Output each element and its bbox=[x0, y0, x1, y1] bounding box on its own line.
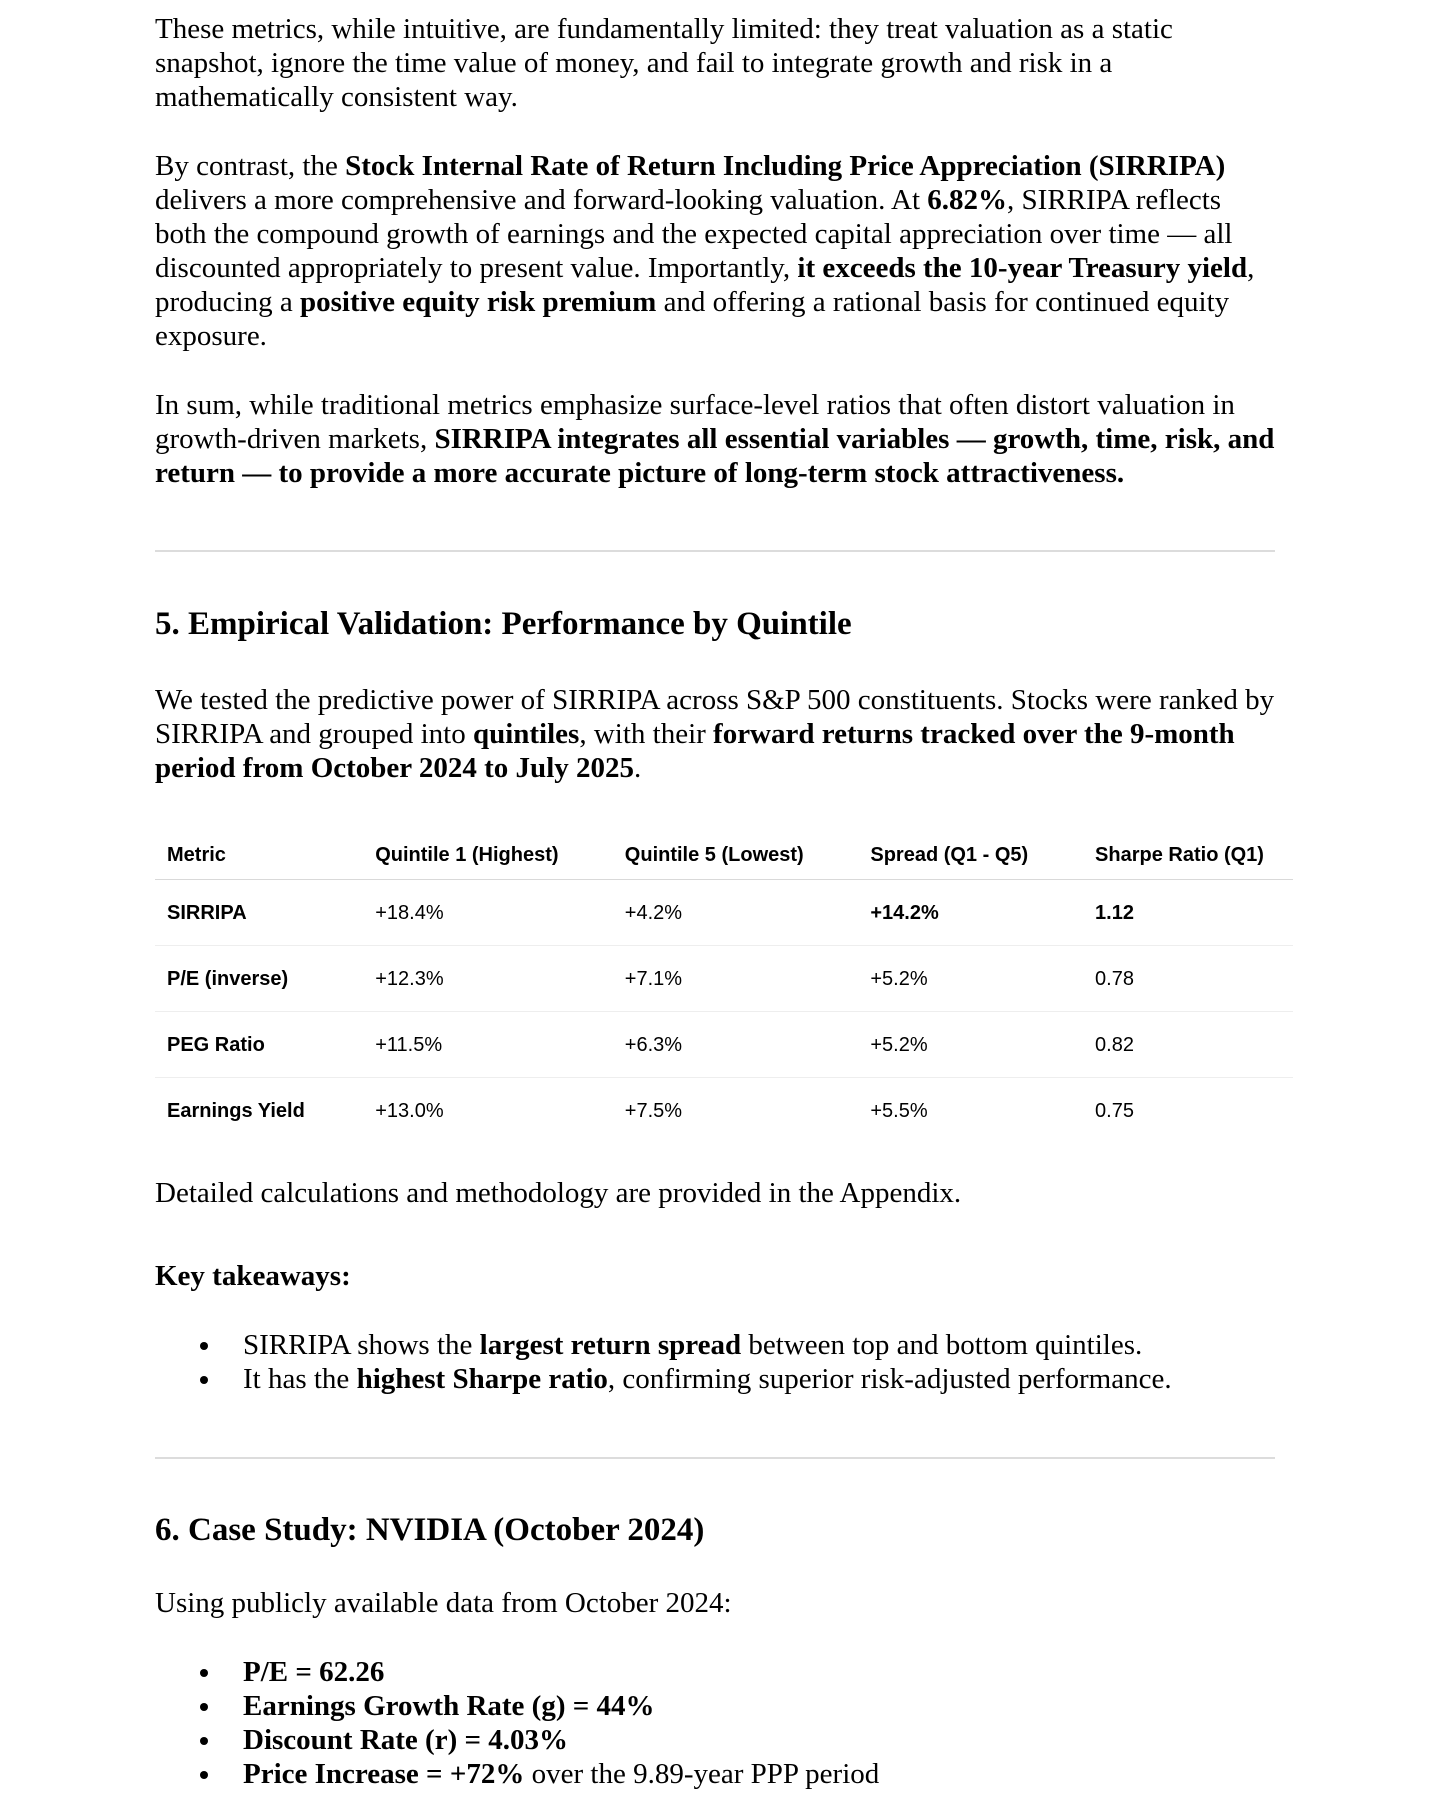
table-cell: 0.75 bbox=[1095, 1099, 1134, 1122]
quintile-performance-table bbox=[155, 831, 1293, 1143]
column-header-quintile-1: Quintile 1 (Highest) bbox=[363, 831, 613, 880]
list-item: Discount Rate (r) = 4.03% bbox=[155, 1723, 879, 1757]
list-item: SIRRIPA shows the largest return spread between top and bottom quintiles. bbox=[155, 1328, 1172, 1362]
column-header-metric: Metric bbox=[155, 831, 363, 880]
intro-paragraph-limitations: These metrics, while intuitive, are fundamentally limited: they treat valuation as a static snapshot, ignore the time value of money, and fail to integrate growth and risk in a mathematically consistent way. bbox=[155, 13, 1173, 113]
column-header-sharpe: Sharpe Ratio (Q1) bbox=[1083, 831, 1293, 880]
bullet-icon bbox=[200, 1376, 208, 1384]
list-item: It has the highest Sharpe ratio, confirming superior risk-adjusted performance. bbox=[155, 1362, 1172, 1396]
table-cell: +14.2% bbox=[858, 880, 1083, 946]
table-cell: +18.4% bbox=[363, 880, 613, 946]
section-5-intro: We tested the predictive power of SIRRIPA across S&P 500 constituents. Stocks were ranked by SIRRIPA and grouped into quintiles, with their forward returns tracked over the 9-month period from October 2024 to July 2025. bbox=[155, 684, 1275, 784]
table-header-row bbox=[155, 831, 1293, 880]
appendix-note: Detailed calculations and methodology are provided in the Appendix. bbox=[155, 1177, 962, 1209]
table-cell: +12.3% bbox=[363, 946, 613, 1012]
bullet-icon bbox=[200, 1342, 208, 1350]
nvidia-data-list bbox=[155, 1655, 879, 1791]
bullet-icon bbox=[200, 1669, 208, 1677]
key-takeaways-label: Key takeaways: bbox=[155, 1260, 351, 1292]
table-row bbox=[155, 1012, 1293, 1078]
table-cell: +5.2% bbox=[858, 946, 1083, 1012]
section-6-heading: 6. Case Study: NVIDIA (October 2024) bbox=[155, 1512, 705, 1548]
intro-paragraph-sirripa: By contrast, the Stock Internal Rate of Return Including Price Appreciation (SIRRIPA) delivers a more comprehensive and forward-looking valuation. At 6.82%, SIRRIPA reflects both the compound growth of earnings and the expected capital appreciation over time — all discounted appropriately to present value. Importantly, it exceeds the 10-year Treasury yield, producing a positive equity risk premium and offering a rational basis for continued equity exposure. bbox=[155, 150, 1255, 352]
table-cell: +5.5% bbox=[870, 1099, 928, 1122]
section-6-intro: Using publicly available data from October 2024: bbox=[155, 1587, 732, 1619]
list-item: P/E = 62.26 bbox=[155, 1655, 879, 1689]
column-header-spread: Spread (Q1 - Q5) bbox=[858, 831, 1083, 880]
table-cell: +4.2% bbox=[613, 880, 859, 946]
table-cell: +13.0% bbox=[375, 1099, 444, 1122]
intro-paragraph-summary: In sum, while traditional metrics emphasize surface-level ratios that often distort valuation in growth-driven markets, SIRRIPA integrates all essential variables — growth, time, risk, and return — to provide a more accurate picture of long-term stock attractiveness. bbox=[155, 389, 1275, 489]
table-cell-metric: P/E (inverse) bbox=[155, 946, 363, 1012]
table-cell: +7.1% bbox=[613, 946, 859, 1012]
table-row bbox=[155, 880, 1293, 946]
bullet-icon bbox=[200, 1703, 208, 1711]
table-cell: +6.3% bbox=[613, 1012, 859, 1078]
table-cell: +11.5% bbox=[363, 1012, 613, 1078]
divider bbox=[155, 550, 1275, 552]
table-cell: 0.82 bbox=[1083, 1012, 1293, 1078]
bullet-icon bbox=[200, 1771, 208, 1779]
table-cell: +5.2% bbox=[858, 1012, 1083, 1078]
table-cell-metric: PEG Ratio bbox=[155, 1012, 363, 1078]
table-cell: 0.78 bbox=[1083, 946, 1293, 1012]
bullet-icon bbox=[200, 1737, 208, 1745]
table-cell-metric: Earnings Yield bbox=[167, 1099, 305, 1122]
table-cell-metric: SIRRIPA bbox=[155, 880, 363, 946]
list-item: Earnings Growth Rate (g) = 44% bbox=[155, 1689, 879, 1723]
key-takeaways-list bbox=[155, 1328, 1172, 1396]
section-5-heading: 5. Empirical Validation: Performance by Quintile bbox=[155, 606, 852, 642]
table-row bbox=[155, 1078, 1293, 1144]
table-cell: +7.5% bbox=[624, 1099, 683, 1122]
table-row bbox=[155, 946, 1293, 1012]
table-cell: 1.12 bbox=[1083, 880, 1293, 946]
divider bbox=[155, 1457, 1275, 1459]
column-header-quintile-5: Quintile 5 (Lowest) bbox=[613, 831, 859, 880]
list-item: Price Increase = +72% over the 9.89-year PPP period bbox=[155, 1757, 879, 1791]
